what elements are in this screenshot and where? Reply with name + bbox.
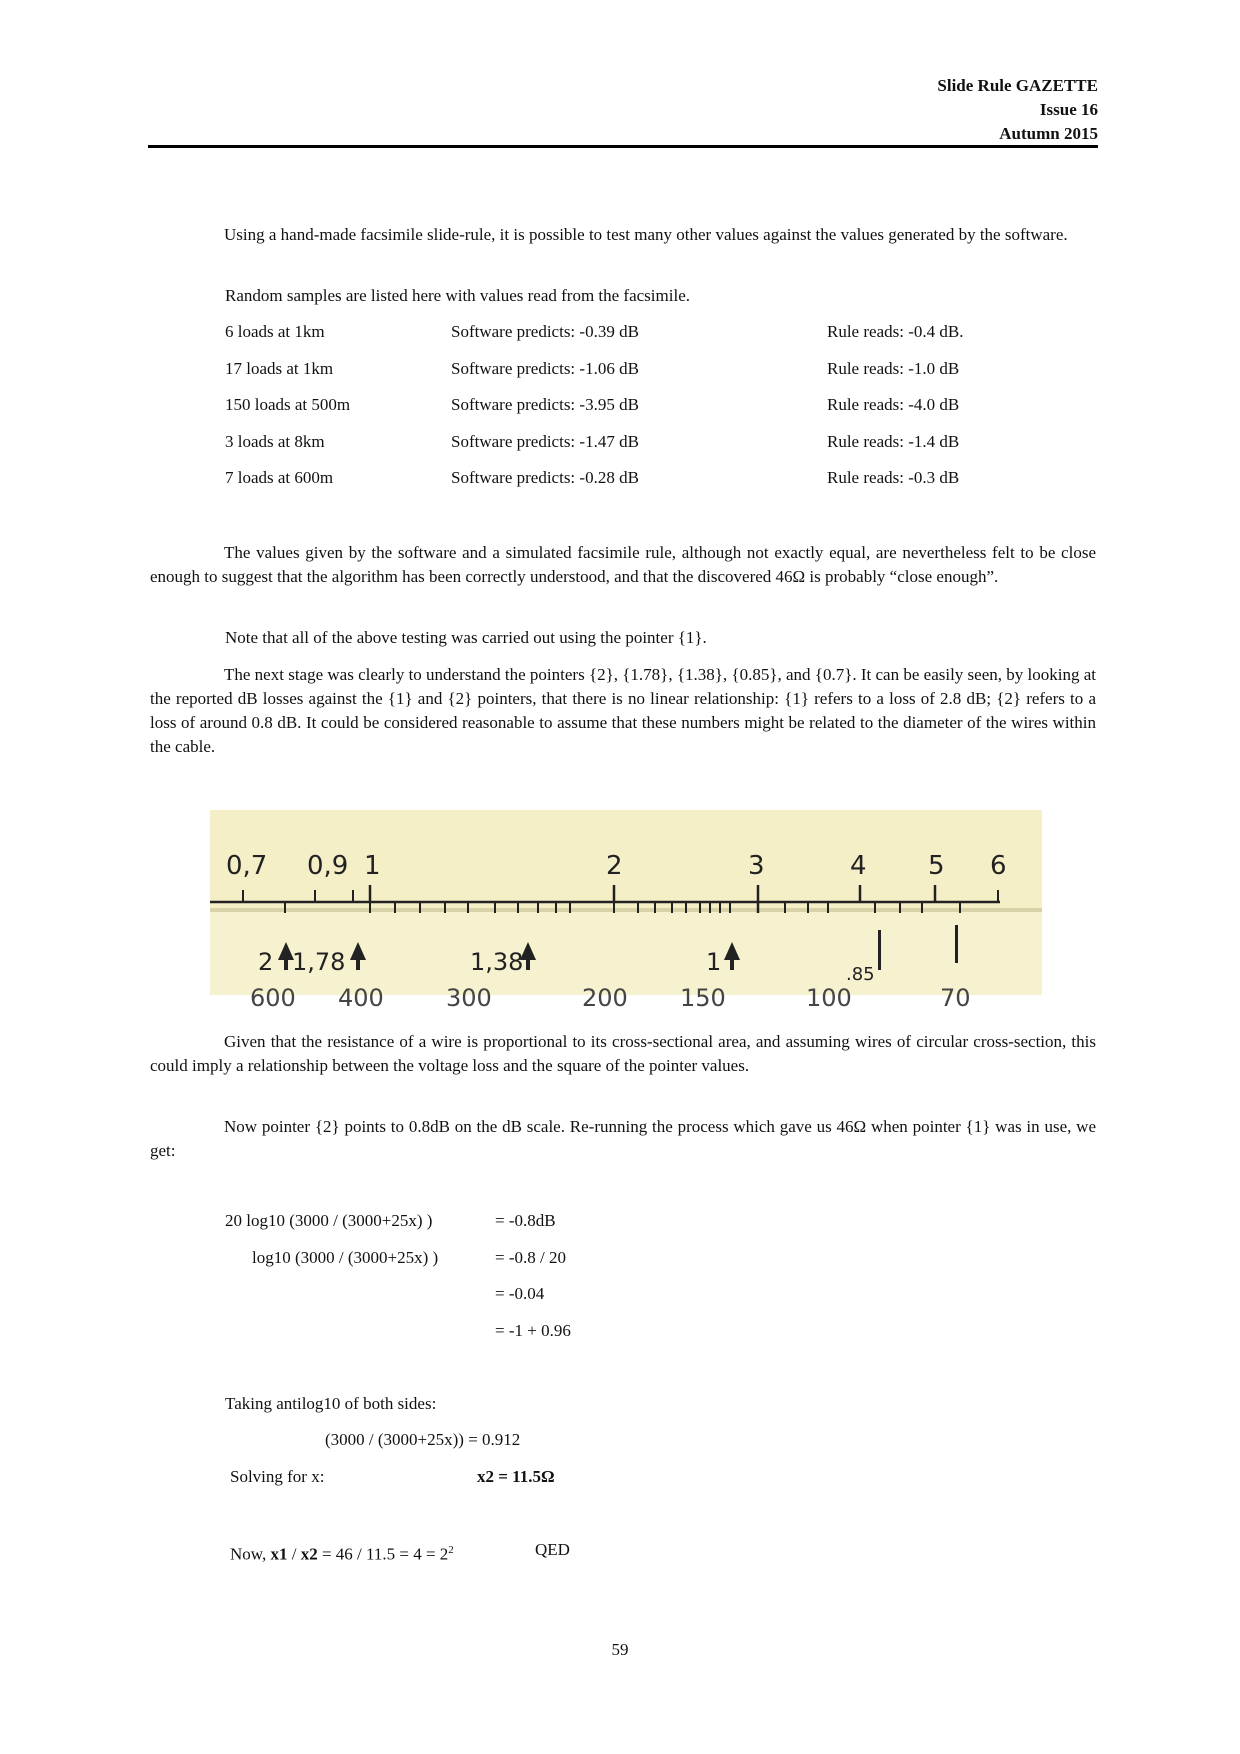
- sample-load: 7 loads at 600m: [225, 468, 334, 487]
- next-stage-paragraph: [150, 663, 1096, 759]
- final-slash: /: [287, 1544, 301, 1564]
- sample-rule: Rule reads: -0.3 dB: [827, 468, 960, 487]
- intro-text: Using a hand-made facsimile slide-rule, it is possible to test many other values against the values generated by the software.: [224, 225, 1068, 244]
- final-equation: [230, 1538, 454, 1567]
- bottom-label: 600: [250, 984, 296, 1012]
- page-number: 59: [611, 1640, 629, 1659]
- final-x2: x2: [300, 1544, 318, 1564]
- sample-load: 3 loads at 8km: [225, 432, 325, 451]
- sample-load: 17 loads at 1km: [225, 359, 334, 378]
- bottom-label: 300: [446, 984, 492, 1012]
- scale-label-5: 5: [928, 851, 945, 881]
- sample-software: Software predicts: -1.06 dB: [451, 359, 639, 378]
- pointer-label-1.38: 1,38: [470, 948, 524, 976]
- sample-rule: Rule reads: -4.0 dB: [827, 395, 960, 414]
- samples-intro: Random samples are listed here with values read from the facsimile.: [225, 286, 690, 305]
- slide-rule-figure: [210, 810, 1042, 1012]
- final-x1: x1: [270, 1544, 288, 1564]
- bottom-label: 200: [582, 984, 628, 1012]
- header-rule: [148, 145, 1098, 148]
- next-stage-text: The next stage was clearly to understand the pointers {2}, {1.78}, {1.38}, {0.85}, and {0.7}. It can be easily seen, by looking at the reported dB losses against the {1} and {2} pointers, that there is no linear relationship: {1} refers to a loss of 2.8 dB; {2} refers to a loss of around 0.8 dB. It could be considered reasonable to assume that these numbers might be related to the diameter of the wires within the cable.: [150, 665, 1096, 756]
- pointer-label-1: 1: [706, 948, 722, 976]
- bottom-label: 150: [680, 984, 726, 1012]
- solving-result: x2 = 11.5Ω: [477, 1467, 555, 1486]
- qed-label: QED: [535, 1540, 570, 1559]
- pointer-label-2: 2: [258, 948, 274, 976]
- values-paragraph: [150, 541, 1096, 589]
- sample-rule: Rule reads: -1.4 dB: [827, 432, 960, 451]
- pointer-mark-0.85: [878, 930, 881, 970]
- slide-gap: [210, 908, 1042, 912]
- equation-rhs-1: = -0.8dB: [495, 1211, 556, 1230]
- note-paragraph: Note that all of the above testing was carried out using the pointer {1}.: [225, 628, 707, 647]
- pointer-label-1.78: 1,78: [292, 948, 346, 976]
- equation-rhs-4: = -1 + 0.96: [495, 1321, 571, 1340]
- scale-label-4: 4: [850, 851, 867, 881]
- sample-rule: Rule reads: -0.4 dB.: [827, 322, 964, 341]
- intro-paragraph: [150, 223, 1096, 247]
- gazette-header: [937, 74, 1098, 146]
- final-prefix: Now,: [230, 1544, 271, 1564]
- equation-rhs-3: = -0.04: [495, 1284, 545, 1303]
- final-exponent: 2: [448, 1544, 454, 1556]
- equation-rhs-2: = -0.8 / 20: [495, 1248, 566, 1267]
- sample-software: Software predicts: -0.28 dB: [451, 468, 639, 487]
- given-paragraph: [150, 1030, 1096, 1078]
- bottom-label: 100: [806, 984, 852, 1012]
- values-text: The values given by the software and a simulated facsimile rule, although not exactly equal, are nevertheless felt to be close enough to suggest that the algorithm has been correctly understood, and that the discovered 46Ω is probably “close enough”.: [150, 543, 1096, 586]
- sample-load: 6 loads at 1km: [225, 322, 325, 341]
- solving-label: Solving for x:: [230, 1467, 325, 1486]
- bottom-label: 70: [940, 984, 971, 1012]
- equation-lhs-2: log10 (3000 / (3000+25x) ): [252, 1248, 439, 1267]
- scale-label-6: 6: [990, 851, 1007, 881]
- equation-lhs-1: 20 log10 (3000 / (3000+25x) ): [225, 1211, 433, 1230]
- pointer-label-0.85: .85: [846, 964, 875, 985]
- sample-rule: Rule reads: -1.0 dB: [827, 359, 960, 378]
- sample-software: Software predicts: -1.47 dB: [451, 432, 639, 451]
- scale-label-2: 2: [606, 851, 623, 881]
- sample-software: Software predicts: -0.39 dB: [451, 322, 639, 341]
- antilog-equation: (3000 / (3000+25x)) = 0.912: [325, 1430, 521, 1449]
- gazette-title: Slide Rule GAZETTE: [937, 76, 1098, 95]
- now-text: Now pointer {2} points to 0.8dB on the dB scale. Re-running the process which gave us 46Ω when pointer {1} was in use, we get:: [150, 1117, 1096, 1160]
- sample-software: Software predicts: -3.95 dB: [451, 395, 639, 414]
- bottom-label: 400: [338, 984, 384, 1012]
- antilog-intro: Taking antilog10 of both sides:: [225, 1394, 437, 1413]
- gazette-season: Autumn 2015: [999, 124, 1098, 143]
- final-expression: = 46 / 11.5 = 4 = 2: [317, 1544, 449, 1564]
- scale-label-0.9: 0,9: [307, 851, 349, 881]
- now-paragraph: [150, 1115, 1096, 1163]
- pointer-mark-0.7: [955, 925, 958, 963]
- scale-label-1: 1: [364, 851, 381, 881]
- sample-load: 150 loads at 500m: [225, 395, 351, 414]
- scale-label-0.7: 0,7: [226, 851, 268, 881]
- given-text: Given that the resistance of a wire is proportional to its cross-sectional area, and assuming wires of circular cross-section, this could imply a relationship between the voltage loss and the square of the pointer values.: [150, 1032, 1096, 1075]
- scale-label-3: 3: [748, 851, 765, 881]
- gazette-issue: Issue 16: [1039, 100, 1098, 119]
